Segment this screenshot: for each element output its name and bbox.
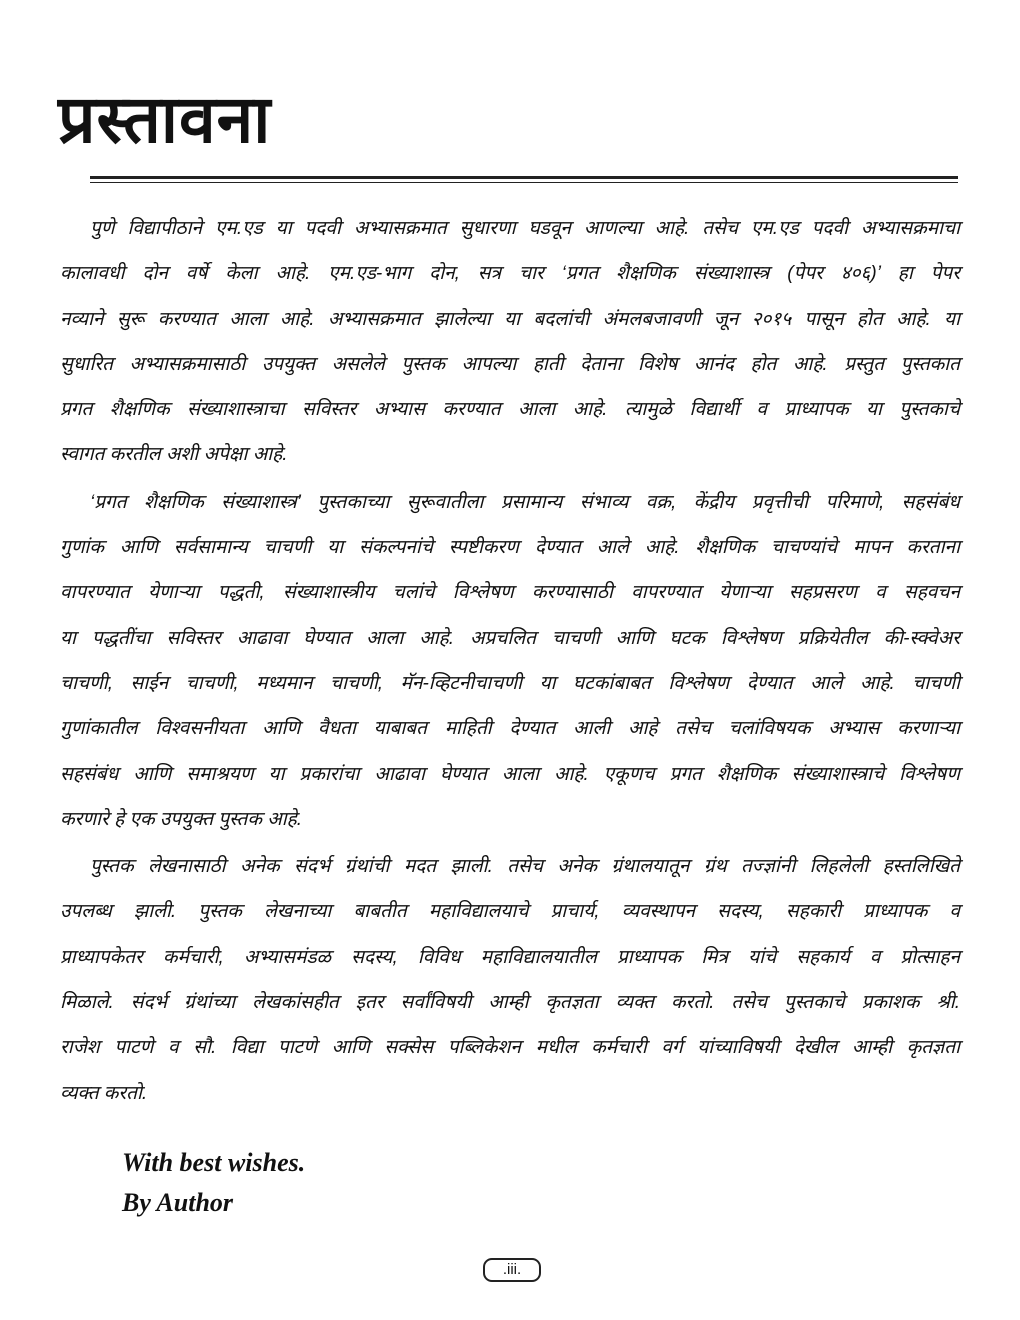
paragraph-line: वापरण्यात येणाऱ्या पद्धती, संख्याशास्त्रीय चलांचे विश्लेषण करण्यासाठी वापरण्यात येणाऱ्या सहप्रसरण व सहवचन — [60, 582, 960, 604]
paragraph-line: मिळाले. संदर्भ ग्रंथांच्या लेखकांसहीत इतर सर्वांविषयी आम्ही कृतज्ञता व्यक्त करतो. तसेच पुस्तकाचे प्रकाशक श्री. — [60, 992, 960, 1014]
paragraph-line: सहसंबंध आणि समाश्रयण या प्रकारांचा आढावा घेण्यात आला आहे. एकूणच प्रगत शैक्षणिक संख्याशास्त्राचे विश्लेषण — [60, 763, 960, 785]
preface-body — [60, 206, 960, 1118]
paragraph-line: ‘प्रगत शैक्षणिक संख्याशास्त्र’ पुस्तकाच्या सुरूवातीला प्रसामान्य संभाव्य वक्र, केंद्रीय प्रवृत्तीची परिमाणे, सहसंबंध — [90, 491, 960, 513]
paragraph-line: पुणे विद्यापीठाने एम.एड या पदवी अभ्यासक्रमात सुधारणा घडवून आणल्या आहे. तसेच एम.एड पदवी अभ्यासक्रमाचा — [90, 218, 960, 239]
paragraph-line: नव्याने सुरू करण्यात आला आहे. अभ्यासक्रमात झालेल्या या बदलांची अंमलबजावणी जून २०१५ पासून होत आहे. या — [60, 308, 960, 330]
paragraph-line: उपलब्ध झाली. पुस्तक लेखनाच्या बाबतीत महाविद्यालयाचे प्राचार्य, व्यवस्थापन सदस्य, सहकारी प्राध्यापक व — [60, 901, 960, 923]
paragraph-line: या पद्धतींचा सविस्तर आढावा घेण्यात आला आहे. अप्रचलित चाचणी आणि घटक विश्लेषण प्रक्रियेतील की-स्क्वेअर — [60, 627, 960, 649]
paragraph — [60, 480, 960, 842]
paragraph-line: स्वागत करतील अशी अपेक्षा आहे. — [60, 444, 288, 466]
paragraph-line: प्रगत शैक्षणिक संख्याशास्त्राचा सविस्तर अभ्यास करण्यात आला आहे. त्यामुळे विद्यार्थी व प्राध्यापक या पुस्तकाचे — [60, 399, 960, 421]
title-divider — [90, 176, 958, 183]
paragraph — [60, 844, 960, 1116]
paragraph-line: कालावधी दोन वर्षे केला आहे. एम.एड-भाग दोन, सत्र चार ‘प्रगत शैक्षणिक संख्याशास्त्र (पेपर ४०६)’ हा पेपर — [60, 263, 960, 285]
paragraph-line: प्राध्यापकेतर कर्मचारी, अभ्यासमंडळ सदस्य, विविध महाविद्यालयातील प्राध्यापक मित्र यांचे सहकार्य व प्रोत्साहन — [60, 946, 960, 968]
page-title: प्रस्तावना — [58, 80, 272, 158]
paragraph-line: सुधारित अभ्यासक्रमासाठी उपयुक्त असलेले पुस्तक आपल्या हाती देताना विशेष आनंद होत आहे. प्रस्तुत पुस्तकात — [60, 353, 960, 375]
paragraph-line: राजेश पाटणे व सौ. विद्या पाटणे आणि सक्सेस पब्लिकेशन मधील कर्मचारी वर्ग यांच्याविषयी देखील आम्ही कृतज्ञता — [60, 1037, 960, 1059]
paragraph-line: गुणांकातील विश्वसनीयता आणि वैधता याबाबत माहिती देण्यात आली आहे तसेच चलांविषयक अभ्यास करणाऱ्या — [60, 718, 960, 740]
paragraph-line: गुणांक आणि सर्वसामान्य चाचणी या संकल्पनांचे स्पष्टीकरण देण्यात आले आहे. शैक्षणिक चाचण्यांचे मापन करताना — [60, 537, 960, 559]
closing-author: By Author — [122, 1188, 234, 1217]
paragraph-line: व्यक्त करतो. — [60, 1082, 148, 1104]
closing-wishes: With best wishes. — [122, 1148, 306, 1177]
paragraph-line: चाचणी, साईन चाचणी, मध्यमान चाचणी, मॅन-व्हिटनीचाचणी या घटकांबाबत विश्लेषण देण्यात आले आहे. चाचणी — [60, 672, 960, 694]
paragraph-line: पुस्तक लेखनासाठी अनेक संदर्भ ग्रंथांची मदत झाली. तसेच अनेक ग्रंथालयातून ग्रंथ तज्ज्ञांनी लिहलेली हस्तलिखिते — [90, 856, 960, 878]
page-number: .iii. — [483, 1258, 541, 1282]
paragraph-line: करणारे हे एक उपयुक्त पुस्तक आहे. — [60, 808, 303, 830]
paragraph — [60, 206, 960, 478]
